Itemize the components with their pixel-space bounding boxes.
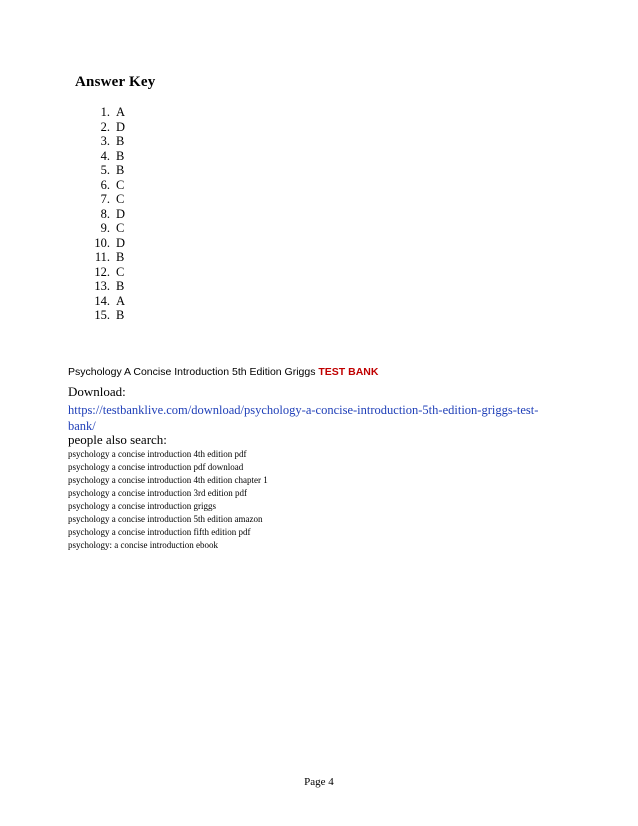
answer-item bbox=[80, 265, 200, 280]
answer-key-title: Answer Key bbox=[75, 74, 156, 90]
answer-number: 5. bbox=[100, 163, 110, 177]
answer-item bbox=[80, 279, 200, 294]
answer-item bbox=[80, 236, 200, 251]
download-label: Download: bbox=[68, 384, 126, 399]
answer-number: 6. bbox=[100, 177, 110, 192]
answer-letter: C bbox=[116, 264, 125, 279]
related-search-item: psychology a concise introduction 3rd edition pdf bbox=[68, 488, 247, 498]
related-search-item: psychology a concise introduction griggs bbox=[68, 501, 216, 511]
answer-item bbox=[80, 149, 200, 164]
test-bank-label: TEST BANK bbox=[318, 366, 379, 378]
answer-number: 10. bbox=[94, 235, 110, 250]
answer-letter: A bbox=[116, 105, 126, 119]
answer-item bbox=[80, 294, 200, 309]
answer-letter: A bbox=[116, 293, 126, 308]
answer-letter: B bbox=[116, 308, 125, 322]
answer-item bbox=[80, 163, 200, 178]
book-title: Psychology A Concise Introduction 5th Edition Griggs bbox=[68, 366, 319, 378]
related-search-list bbox=[68, 448, 268, 552]
answer-number: 12. bbox=[94, 264, 110, 279]
answer-letter: D bbox=[116, 206, 126, 221]
related-search-item: psychology a concise introduction pdf download bbox=[68, 462, 244, 472]
answer-number: 3. bbox=[100, 134, 110, 148]
answer-number: 9. bbox=[100, 221, 110, 235]
answer-number: 15. bbox=[94, 308, 110, 322]
answer-number: 13. bbox=[94, 279, 110, 293]
related-search-item: psychology a concise introduction 5th edition amazon bbox=[68, 514, 263, 524]
answer-letter: D bbox=[116, 119, 126, 134]
answer-letter: B bbox=[116, 148, 125, 163]
answer-number: 4. bbox=[100, 148, 110, 163]
answer-item bbox=[80, 134, 200, 149]
answer-number: 1. bbox=[100, 105, 110, 119]
related-search-item: psychology a concise introduction 4th edition pdf bbox=[68, 449, 247, 459]
answer-item bbox=[80, 178, 200, 193]
answer-letter: B bbox=[116, 163, 125, 177]
answer-letter: C bbox=[116, 221, 125, 235]
answer-number: 8. bbox=[100, 206, 110, 221]
answer-number: 2. bbox=[100, 119, 110, 134]
answer-letter: B bbox=[116, 134, 125, 148]
download-link[interactable]: https://testbanklive.com/download/psychology-a-concise-introduction-5th-edition-griggs-test-bank/ bbox=[68, 403, 539, 433]
answer-letter: B bbox=[116, 279, 125, 293]
answer-number: 11. bbox=[94, 250, 110, 264]
answer-item bbox=[80, 192, 200, 207]
related-search-item: psychology: a concise introduction ebook bbox=[68, 540, 218, 550]
answer-item bbox=[80, 221, 200, 236]
answer-letter: B bbox=[116, 250, 125, 264]
answer-letter: C bbox=[116, 177, 125, 192]
answer-letter: C bbox=[116, 192, 125, 206]
answer-item bbox=[80, 120, 200, 135]
answer-list bbox=[80, 105, 200, 323]
people-also-search-label: people also search: bbox=[68, 432, 167, 447]
related-search-item: psychology a concise introduction fifth edition pdf bbox=[68, 527, 251, 537]
answer-item bbox=[80, 250, 200, 265]
book-title-line bbox=[68, 366, 378, 378]
answer-item bbox=[80, 308, 200, 323]
answer-letter: D bbox=[116, 235, 126, 250]
related-search-item: psychology a concise introduction 4th edition chapter 1 bbox=[68, 475, 268, 485]
answer-number: 7. bbox=[100, 192, 110, 206]
answer-number: 14. bbox=[94, 293, 110, 308]
answer-item bbox=[80, 207, 200, 222]
page-number: Page 4 bbox=[304, 776, 334, 788]
answer-item bbox=[80, 105, 200, 120]
